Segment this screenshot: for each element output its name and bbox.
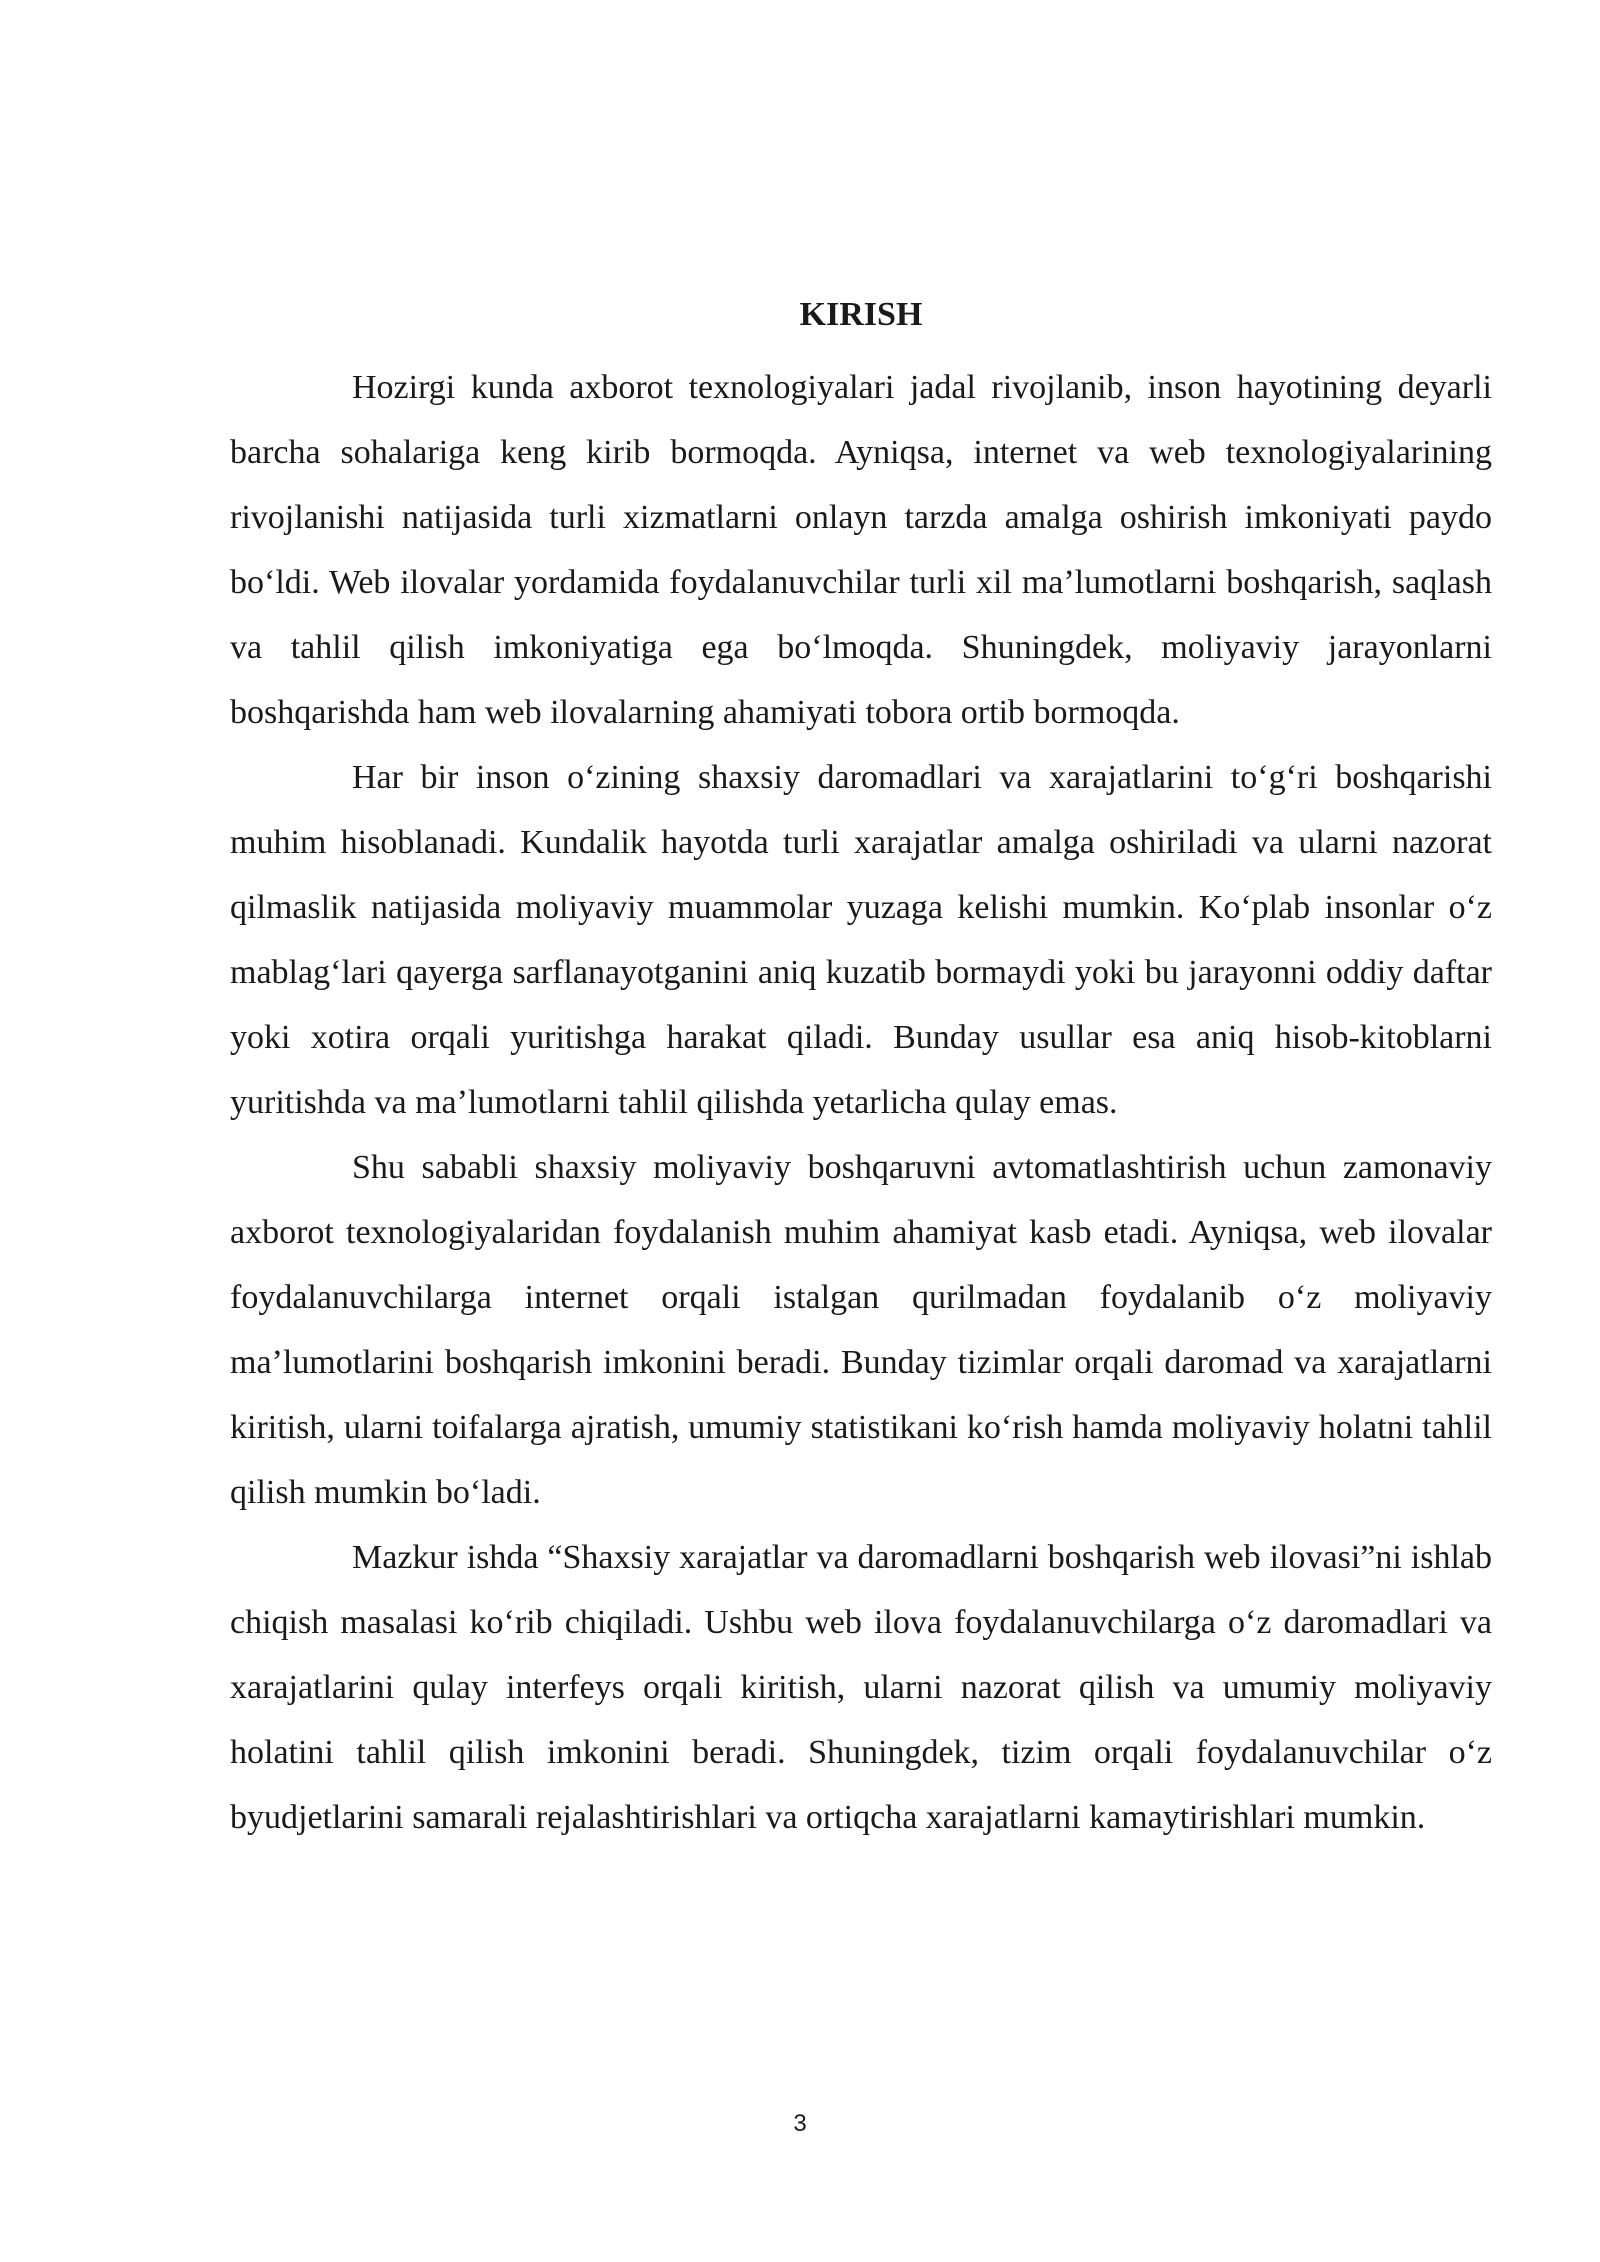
paragraph-2: Har bir inson oʻzining shaxsiy daromadlari va xarajatlarini toʻgʻri boshqarishi muhim hisoblanadi. Kundalik hayotda turli xarajatlar amalga oshiriladi va ularni nazorat qilmaslik natijasida moliyaviy muammolar yuzaga kelishi mumkin. Koʻplab insonlar oʻz mablagʻlari qayerga sarflanayotganini aniq kuzatib bormaydi yoki bu jarayonni oddiy daftar yoki xotira orqali yuritishga harakat qiladi. Bunday usullar esa aniq hisob-kitoblarni yuritishda va maʼlumotlarni tahlil qilishda yetarlicha qulay emas. (230, 759, 1492, 1121)
section-title: KIRISH (799, 296, 923, 333)
paragraph-1: Hozirgi kunda axborot texnologiyalari jadal rivojlanib, inson hayotining deyarli barcha sohalariga keng kirib bormoqda. Ayniqsa, internet va web texnologiyalarining rivojlanishi natijasida turli xizmatlarni onlayn tarzda amalga oshirish imkoniyati paydo boʻldi. Web ilovalar yordamida foydalanuvchilar turli xil maʼlumotlarni boshqarish, saqlash va tahlil qilish imkoniyatiga ega boʻlmoqda. Shuningdek, moliyaviy jarayonlarni boshqarishda ham web ilovalarning ahamiyati tobora ortib bormoqda. (230, 369, 1492, 731)
paragraph-3: Shu sababli shaxsiy moliyaviy boshqaruvni avtomatlashtirish uchun zamonaviy axborot texnologiyalaridan foydalanish muhim ahamiyat kasb etadi. Ayniqsa, web ilovalar foydalanuvchilarga internet orqali istalgan qurilmadan foydalanib oʻz moliyaviy maʼlumotlarini boshqarish imkonini beradi. Bunday tizimlar orqali daromad va xarajatlarni kiritish, ularni toifalarga ajratish, umumiy statistikani koʻrish hamda moliyaviy holatni tahlil qilish mumkin boʻladi. (230, 1149, 1492, 1511)
page-number: 3 (793, 2110, 807, 2137)
paragraph-4: Mazkur ishda “Shaxsiy xarajatlar va daromadlarni boshqarish web ilovasi”ni ishlab chiqish masalasi koʻrib chiqiladi. Ushbu web ilova foydalanuvchilarga oʻz daromadlari va xarajatlarini qulay interfeys orqali kiritish, ularni nazorat qilish va umumiy moliyaviy holatini tahlil qilish imkonini beradi. Shuningdek, tizim orqali foydalanuvchilar oʻz byudjetlarini samarali rejalashtirishlari va ortiqcha xarajatlarni kamaytirishlari mumkin. (230, 1539, 1492, 1836)
document-body (230, 290, 1492, 1850)
